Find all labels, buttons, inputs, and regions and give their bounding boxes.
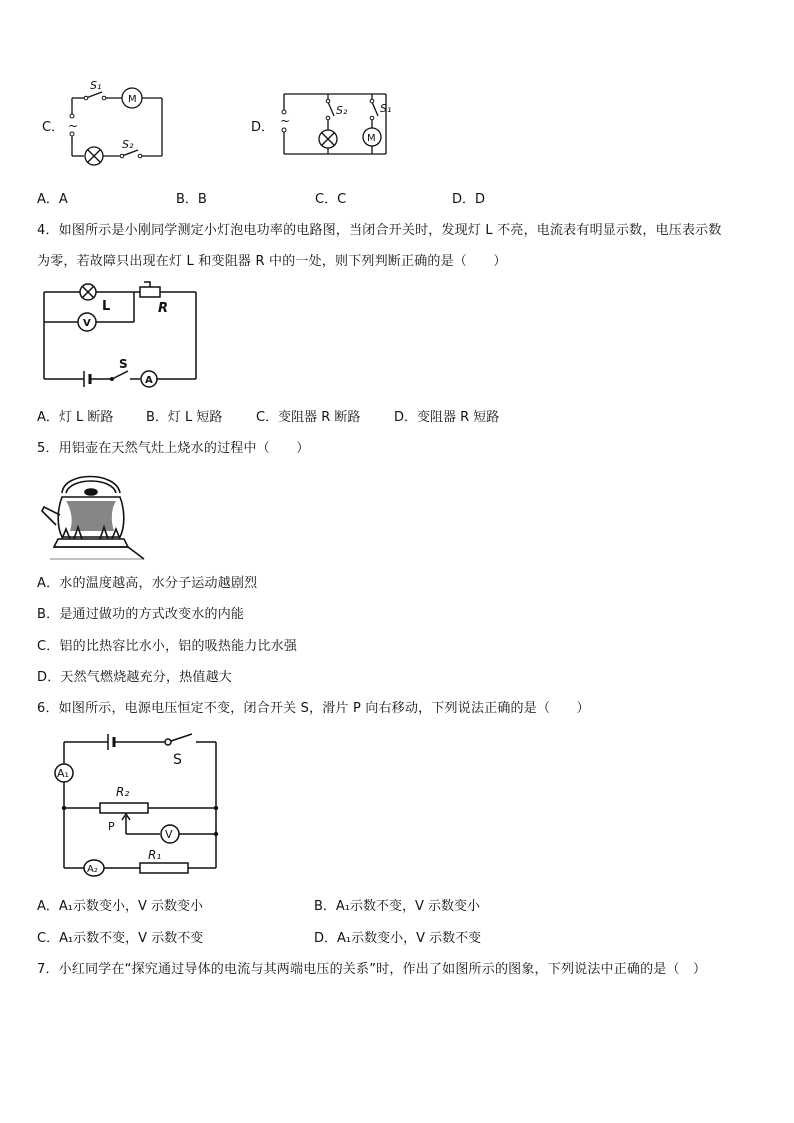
option-d-label: D． — [251, 120, 275, 135]
q6-answer-a: A．A₁示数变小，V 示数变小 — [37, 899, 204, 914]
circuit-diagram-c — [62, 78, 172, 166]
q4-answer-c: C．变阻器 R 断路 — [256, 410, 361, 425]
q5-question: 5．用铝壶在天然气灶上烧水的过程中（ ） — [37, 441, 310, 456]
q3-answer-d: D．D — [452, 192, 486, 207]
q5-answer-a: A．水的温度越高，水分子运动越剧烈 — [37, 576, 258, 591]
slider-p-label: P — [108, 820, 115, 833]
ac-source-label: ~ — [68, 119, 79, 133]
circuit-diagram-q4 — [40, 280, 200, 384]
switch-s1-label: S₁ — [380, 102, 392, 115]
q4-question-line2: 为零，若故障只出现在灯 L 和变阻器 R 中的一处，则下列判断正确的是（ ） — [37, 254, 507, 269]
switch-s2-label: S₂ — [122, 138, 134, 151]
switch-label: S — [173, 752, 182, 768]
lamp-label: L — [102, 299, 111, 314]
switch-s1-label: S₁ — [90, 79, 102, 92]
switch-s2-label: S₂ — [336, 104, 348, 117]
q4-answer-d: D．变阻器 R 短路 — [394, 410, 500, 425]
ammeter-label: A — [145, 375, 153, 386]
q4-question-line1: 4．如图所示是小刚同学测定小灯泡电功率的电路图，当闭合开关时，发现灯 L 不亮，电流表有明显示数，电压表示数 — [37, 223, 722, 238]
q5-answer-c: C．铝的比热容比水小，铝的吸热能力比水强 — [37, 639, 298, 654]
q6-question: 6．如图所示，电源电压恒定不变，闭合开关 S，滑片 P 向右移动，下列说法正确的是（ ） — [37, 701, 590, 716]
kettle-on-stove-illustration — [40, 467, 148, 561]
q5-answer-d: D．天然气燃烧越充分，热值越大 — [37, 670, 233, 685]
q3-answer-a: A．A — [37, 192, 68, 207]
ammeter-a1-label: A₁ — [57, 767, 69, 780]
q6-answer-c: C．A₁示数不变，V 示数不变 — [37, 931, 204, 946]
resistor-label: R — [158, 301, 169, 316]
q5-answer-b: B．是通过做功的方式改变水的内能 — [37, 607, 245, 622]
resistor-r2-label: R₂ — [116, 785, 130, 799]
resistor-r1-label: R₁ — [148, 848, 162, 862]
q3-answer-b: B．B — [176, 192, 207, 207]
option-c-label: C． — [42, 120, 65, 135]
switch-label: S — [119, 357, 128, 371]
voltmeter-label: V — [83, 318, 91, 329]
motor-label: M — [367, 133, 376, 144]
ac-source-label: ~ — [280, 114, 291, 128]
voltmeter-label: V — [165, 828, 173, 841]
q6-answer-b: B．A₁示数不变，V 示数变小 — [314, 899, 481, 914]
circuit-diagram-q6 — [44, 728, 222, 876]
q4-answer-b: B．灯 L 短路 — [146, 410, 223, 425]
q3-answer-c: C．C — [315, 192, 347, 207]
q7-question: 7．小红同学在“探究通过导体的电流与其两端电压的关系”时，作出了如图所示的图象，下列说法中正确的是（ ） — [37, 962, 707, 977]
q4-answer-a: A．灯 L 断路 — [37, 410, 114, 425]
motor-label: M — [128, 94, 137, 105]
circuit-diagram-d — [276, 92, 391, 160]
q6-answer-d: D．A₁示数变小，V 示数不变 — [314, 931, 482, 946]
ammeter-a2-label: A₂ — [87, 864, 98, 875]
